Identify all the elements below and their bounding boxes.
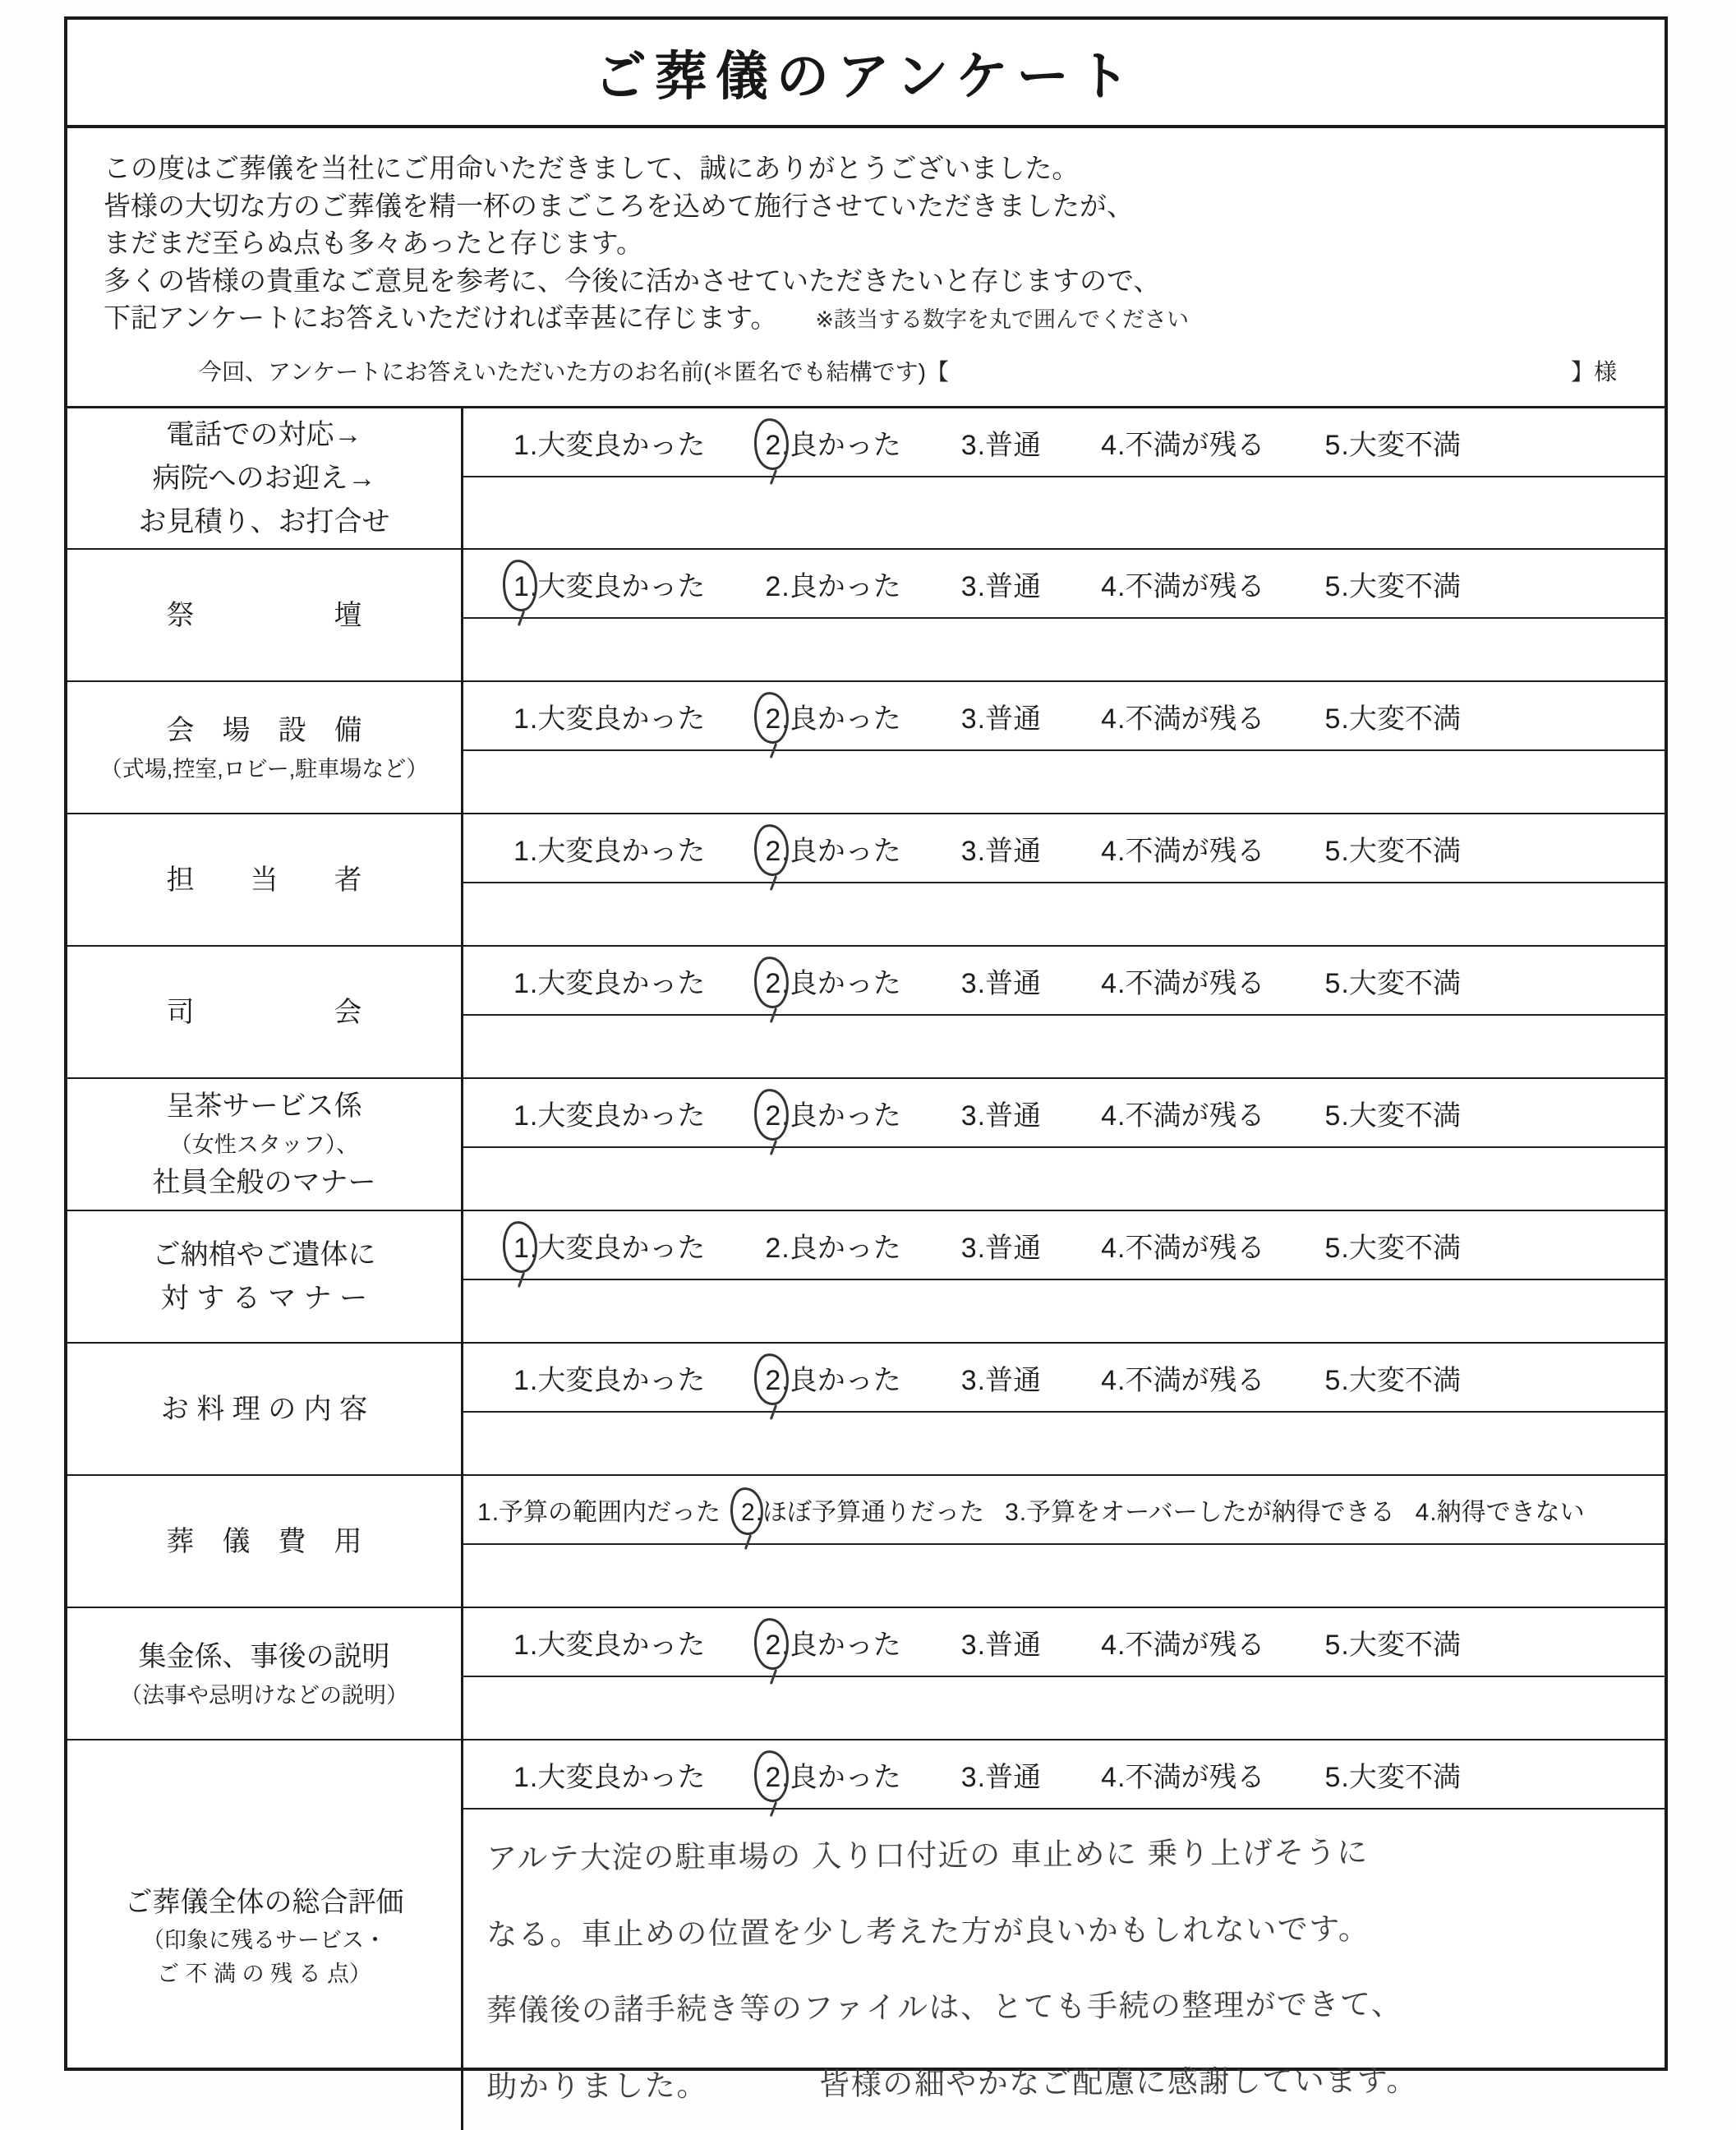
survey-row bbox=[67, 548, 1665, 680]
rating-option[interactable] bbox=[513, 564, 705, 604]
category-label-line: 対 す る マ ナ ー bbox=[160, 1282, 368, 1314]
rating-options bbox=[463, 947, 1665, 1016]
comment-area[interactable] bbox=[463, 1280, 1665, 1342]
answer-cell bbox=[463, 814, 1665, 945]
category-label-line: ご葬儀全体の総合評価 bbox=[124, 1886, 404, 1918]
option-label: .大変良かった bbox=[529, 703, 706, 735]
rating-option[interactable] bbox=[1100, 1358, 1264, 1398]
option-number: 3 bbox=[960, 1232, 977, 1264]
category-label-line: （女性スタッフ）、 bbox=[169, 1132, 359, 1157]
answer-cell bbox=[463, 1344, 1665, 1474]
option-label: .大変良かった bbox=[529, 1100, 706, 1132]
option-label: .大変不満 bbox=[1341, 1364, 1461, 1396]
option-label: .良かった bbox=[781, 967, 901, 999]
option-number: 3 bbox=[960, 967, 977, 999]
category-label-line: 呈茶サービス係 bbox=[166, 1090, 362, 1122]
option-label: .大変不満 bbox=[1341, 1100, 1461, 1132]
category-cell bbox=[67, 682, 463, 813]
option-number: 5 bbox=[1324, 429, 1341, 461]
option-number: 5 bbox=[1324, 1629, 1341, 1661]
option-number: 4 bbox=[1101, 1232, 1117, 1264]
option-label: .大変良かった bbox=[529, 1629, 706, 1661]
rating-option[interactable] bbox=[764, 696, 900, 736]
option-number: 5 bbox=[1324, 835, 1341, 867]
comment-area[interactable] bbox=[463, 883, 1665, 945]
rating-option[interactable] bbox=[513, 1754, 705, 1795]
rating-options bbox=[463, 682, 1665, 751]
category-label-line: （式場,控室,ロビー,駐車場など） bbox=[99, 756, 429, 781]
category-label-line: 司 会 bbox=[166, 996, 362, 1028]
option-number: 1 bbox=[477, 1499, 491, 1527]
rating-options bbox=[463, 1608, 1665, 1677]
rating-option[interactable] bbox=[1100, 961, 1264, 1001]
option-number: 1 bbox=[513, 703, 529, 735]
option-label: .不満が残る bbox=[1117, 1232, 1265, 1264]
rating-option[interactable] bbox=[513, 422, 705, 463]
rating-options bbox=[463, 814, 1665, 883]
option-number: 1 bbox=[513, 1100, 529, 1132]
rating-option[interactable] bbox=[513, 961, 705, 1001]
category-label-line: 葬 儀 費 用 bbox=[166, 1525, 362, 1557]
category-cell bbox=[67, 814, 463, 945]
rating-option[interactable] bbox=[513, 1225, 705, 1266]
rating-option[interactable] bbox=[1100, 828, 1264, 869]
rating-option[interactable] bbox=[1100, 422, 1264, 463]
survey-row bbox=[67, 1739, 1665, 2130]
rating-options bbox=[463, 1476, 1665, 1545]
option-number: 5 bbox=[1324, 1232, 1341, 1264]
option-label: .普通 bbox=[977, 570, 1042, 602]
option-label: .普通 bbox=[977, 1364, 1042, 1396]
option-label: .大変良かった bbox=[529, 1232, 706, 1264]
option-number: 5 bbox=[1324, 1761, 1341, 1793]
selected-option-circle: 2 bbox=[765, 1629, 781, 1661]
rating-options bbox=[463, 1344, 1665, 1413]
option-number: 5 bbox=[1324, 1364, 1341, 1396]
answer-cell bbox=[463, 682, 1665, 813]
rating-option[interactable] bbox=[1324, 696, 1461, 736]
rating-option[interactable] bbox=[960, 1754, 1041, 1795]
rating-option[interactable] bbox=[1100, 1754, 1264, 1795]
category-label-line: 病院へのお迎え→ bbox=[152, 462, 376, 494]
category-cell bbox=[67, 1608, 463, 1739]
rating-option[interactable] bbox=[960, 961, 1041, 1001]
rating-option[interactable] bbox=[1100, 696, 1264, 736]
rating-option[interactable] bbox=[764, 828, 900, 869]
selected-option-circle: 2 bbox=[765, 835, 781, 867]
option-label: .良かった bbox=[781, 1232, 901, 1264]
rating-option[interactable] bbox=[764, 1225, 900, 1266]
rating-option[interactable] bbox=[960, 1358, 1041, 1398]
option-label: .不満が残る bbox=[1117, 570, 1265, 602]
option-label: .大変不満 bbox=[1341, 429, 1461, 461]
survey-row bbox=[67, 1342, 1665, 1474]
comment-area[interactable] bbox=[463, 1545, 1665, 1607]
category-label-line: ご 不 満 の 残 る 点） bbox=[156, 1961, 371, 1986]
category-cell bbox=[67, 1476, 463, 1607]
rating-option[interactable] bbox=[1324, 422, 1461, 463]
category-cell bbox=[67, 947, 463, 1077]
intro-line: この度はご葬儀を当社にご用命いただきまして、誠にありがとうございました。 bbox=[104, 153, 1080, 183]
rating-option[interactable] bbox=[764, 1754, 900, 1795]
rating-option[interactable] bbox=[513, 1093, 705, 1133]
option-label: .不満が残る bbox=[1117, 835, 1265, 867]
category-cell bbox=[67, 1079, 463, 1210]
category-label-line: 担 当 者 bbox=[166, 864, 362, 896]
option-number: 5 bbox=[1324, 1100, 1341, 1132]
option-label: .不満が残る bbox=[1117, 967, 1265, 999]
rating-option[interactable] bbox=[1100, 1225, 1264, 1266]
rating-option[interactable] bbox=[1324, 564, 1461, 604]
option-label: .不満が残る bbox=[1117, 703, 1265, 735]
rating-option[interactable] bbox=[764, 1622, 900, 1662]
rating-option[interactable] bbox=[764, 961, 900, 1001]
rating-option[interactable] bbox=[960, 1622, 1041, 1662]
rating-option[interactable] bbox=[1324, 961, 1461, 1001]
answer-cell bbox=[463, 408, 1665, 548]
survey-row bbox=[67, 1077, 1665, 1210]
category-label-line: ご納棺やご遺体に bbox=[152, 1239, 376, 1271]
handwritten-comment-line: アルテ大淀の駐車場の 入り口付近の 車止めに 乗り上げそうに bbox=[486, 1835, 1369, 1876]
option-number: 1 bbox=[513, 1364, 529, 1396]
rating-option[interactable] bbox=[960, 828, 1041, 869]
option-label: .大変不満 bbox=[1341, 1761, 1461, 1793]
answer-cell bbox=[463, 550, 1665, 680]
option-label: .大変良かった bbox=[529, 835, 706, 867]
category-label-line: 社員全般のマナー bbox=[152, 1167, 376, 1199]
respondent-name-line bbox=[199, 357, 1617, 389]
option-label: .普通 bbox=[977, 1232, 1042, 1264]
option-label: .大変不満 bbox=[1341, 1629, 1461, 1661]
intro-line: 多くの皆様の貴重なご意見を参考に、今後に活かさせていただきたいと存じますので、 bbox=[104, 265, 1161, 296]
rating-options bbox=[463, 1740, 1665, 1810]
rating-option[interactable] bbox=[1324, 1622, 1461, 1662]
rating-option[interactable] bbox=[1324, 1358, 1461, 1398]
option-label: .大変不満 bbox=[1341, 967, 1461, 999]
selected-option-circle: 2 bbox=[765, 967, 781, 999]
comment-area[interactable] bbox=[463, 1148, 1665, 1210]
selected-option-circle: 2 bbox=[765, 1761, 781, 1793]
option-label: .良かった bbox=[781, 1100, 901, 1132]
survey-row bbox=[67, 1607, 1665, 1739]
option-number: 4 bbox=[1101, 1364, 1117, 1396]
rating-option[interactable] bbox=[1100, 564, 1264, 604]
option-number: 3 bbox=[960, 570, 977, 602]
answer-cell bbox=[463, 1740, 1665, 2130]
option-label: .良かった bbox=[781, 1629, 901, 1661]
option-number: 1 bbox=[513, 835, 529, 867]
rating-options bbox=[463, 1211, 1665, 1280]
survey-table bbox=[67, 406, 1665, 2130]
selected-option-circle: 1 bbox=[513, 570, 529, 602]
rating-option[interactable] bbox=[513, 828, 705, 869]
rating-option[interactable] bbox=[960, 422, 1041, 463]
comment-area[interactable] bbox=[463, 751, 1665, 813]
option-label: .良かった bbox=[781, 1364, 901, 1396]
option-number: 5 bbox=[1324, 967, 1341, 999]
survey-row bbox=[67, 813, 1665, 945]
option-label: .普通 bbox=[977, 1761, 1042, 1793]
category-label-line: （法事や忌明けなどの説明） bbox=[120, 1682, 408, 1708]
rating-option[interactable] bbox=[513, 1358, 705, 1398]
answer-cell bbox=[463, 947, 1665, 1077]
intro-line: 皆様の大切な方のご葬儀を精一杯のまごころを込めて施行させていただきましたが、 bbox=[104, 190, 1134, 221]
option-number: 4 bbox=[1101, 1761, 1117, 1793]
option-number: 4 bbox=[1101, 570, 1117, 602]
option-number: 4 bbox=[1101, 429, 1117, 461]
option-label: .不満が残る bbox=[1117, 1364, 1265, 1396]
option-label: .良かった bbox=[781, 1761, 901, 1793]
option-label: .大変良かった bbox=[529, 1364, 706, 1396]
rating-option[interactable] bbox=[1100, 1093, 1264, 1133]
option-label: .大変不満 bbox=[1341, 703, 1461, 735]
option-label: .大変良かった bbox=[529, 570, 706, 602]
rating-option[interactable] bbox=[477, 1491, 721, 1528]
option-label: .不満が残る bbox=[1117, 1629, 1265, 1661]
option-number: 4 bbox=[1415, 1499, 1430, 1527]
rating-options bbox=[463, 1079, 1665, 1148]
name-prompt: 今回、アンケートにお答えいただいた方のお名前(＊匿名でも結構です)【 bbox=[199, 358, 949, 385]
category-cell bbox=[67, 550, 463, 680]
survey-sheet bbox=[64, 16, 1668, 2104]
option-label: .大変不満 bbox=[1341, 570, 1461, 602]
rating-option[interactable] bbox=[1324, 1093, 1461, 1133]
option-label: .ほぼ予算通りだった bbox=[755, 1499, 985, 1527]
answer-cell bbox=[463, 1211, 1665, 1342]
option-label: .不満が残る bbox=[1117, 429, 1265, 461]
selected-option-circle: 2 bbox=[765, 1100, 781, 1132]
intro-line: まだまだ至らぬ点も多々あったと存じます。 bbox=[104, 228, 644, 259]
option-number: 3 bbox=[960, 835, 977, 867]
rating-option[interactable] bbox=[1100, 1622, 1264, 1662]
category-cell bbox=[67, 408, 463, 548]
category-label-line: お 料 理 の 内 容 bbox=[160, 1393, 368, 1425]
option-number: 4 bbox=[1101, 835, 1117, 867]
option-label: .普通 bbox=[977, 429, 1042, 461]
rating-option[interactable] bbox=[1004, 1491, 1395, 1528]
answer-cell bbox=[463, 1476, 1665, 1607]
rating-option[interactable] bbox=[1324, 1225, 1461, 1266]
option-label: .普通 bbox=[977, 703, 1042, 735]
option-label: .良かった bbox=[781, 570, 901, 602]
selected-option-circle: 2 bbox=[765, 1364, 781, 1396]
option-number: 4 bbox=[1101, 1629, 1117, 1661]
option-number: 3 bbox=[960, 1364, 977, 1396]
option-label: .予算をオーバーしたが納得できる bbox=[1019, 1499, 1395, 1527]
option-label: .普通 bbox=[977, 1629, 1042, 1661]
option-number: 1 bbox=[513, 1761, 529, 1793]
rating-option[interactable] bbox=[513, 1622, 705, 1662]
option-label: .納得できない bbox=[1430, 1499, 1585, 1527]
category-cell bbox=[67, 1344, 463, 1474]
option-label: .普通 bbox=[977, 1100, 1042, 1132]
option-number: 3 bbox=[960, 429, 977, 461]
name-close-bracket: 】様 bbox=[1570, 358, 1617, 385]
option-label: .大変良かった bbox=[529, 1761, 706, 1793]
category-label-line: 電話での対応→ bbox=[166, 419, 362, 451]
rating-option[interactable] bbox=[764, 564, 900, 604]
intro-line: 下記アンケートにお答えいただければ幸甚に存じます。 bbox=[104, 302, 778, 334]
option-number: 3 bbox=[1005, 1499, 1019, 1527]
comment-area[interactable] bbox=[463, 1016, 1665, 1077]
option-number: 1 bbox=[513, 429, 529, 461]
option-label: .良かった bbox=[781, 429, 901, 461]
rating-option[interactable] bbox=[960, 696, 1041, 736]
option-number: 2 bbox=[765, 1232, 781, 1264]
rating-option[interactable] bbox=[1324, 1754, 1461, 1795]
option-number: 1 bbox=[513, 967, 529, 999]
comment-area[interactable] bbox=[463, 1413, 1665, 1474]
handwritten-comment-line: なる。車止めの位置を少し考えた方が良いかもしれないです。 bbox=[486, 1911, 1370, 1952]
option-number: 1 bbox=[513, 1629, 529, 1661]
rating-option[interactable] bbox=[960, 1093, 1041, 1133]
selected-option-circle: 2 bbox=[741, 1499, 755, 1527]
option-label: .大変不満 bbox=[1341, 1232, 1461, 1264]
option-label: .大変不満 bbox=[1341, 835, 1461, 867]
survey-row bbox=[67, 1474, 1665, 1607]
option-number: 4 bbox=[1101, 1100, 1117, 1132]
handwritten-comment-line: 葬儀後の諸手続き等のファイルは、とても手続の整理ができて、 bbox=[486, 1987, 1403, 2028]
selected-option-circle: 2 bbox=[765, 703, 781, 735]
survey-row bbox=[67, 945, 1665, 1077]
option-label: .予算の範囲内だった bbox=[491, 1499, 721, 1527]
option-number: 5 bbox=[1324, 703, 1341, 735]
option-number: 5 bbox=[1324, 570, 1341, 602]
option-label: .普通 bbox=[977, 967, 1042, 999]
rating-options bbox=[463, 550, 1665, 619]
rating-option[interactable] bbox=[740, 1491, 984, 1528]
comment-area[interactable] bbox=[463, 619, 1665, 680]
answer-cell bbox=[463, 1608, 1665, 1739]
intro-section bbox=[67, 128, 1665, 406]
rating-option[interactable] bbox=[960, 1225, 1041, 1266]
option-number: 2 bbox=[765, 570, 781, 602]
rating-option[interactable] bbox=[960, 564, 1041, 604]
comment-area[interactable] bbox=[463, 477, 1665, 548]
category-cell bbox=[67, 1211, 463, 1342]
rating-option[interactable] bbox=[1415, 1491, 1585, 1528]
category-label-line: 祭 壇 bbox=[166, 599, 362, 631]
category-label-line: （印象に残るサービス・ bbox=[142, 1928, 386, 1953]
rating-option[interactable] bbox=[513, 696, 705, 736]
option-number: 4 bbox=[1101, 703, 1117, 735]
option-label: .普通 bbox=[977, 835, 1042, 867]
option-number: 4 bbox=[1101, 967, 1117, 999]
rating-options bbox=[463, 408, 1665, 477]
option-label: .大変良かった bbox=[529, 429, 706, 461]
option-number: 3 bbox=[960, 1629, 977, 1661]
rating-option[interactable] bbox=[764, 1093, 900, 1133]
option-number: 3 bbox=[960, 1761, 977, 1793]
category-label-line: お見積り、お打合せ bbox=[138, 505, 390, 537]
option-label: .大変良かった bbox=[529, 967, 706, 999]
rating-option[interactable] bbox=[764, 422, 900, 463]
category-cell bbox=[67, 1740, 463, 2130]
option-label: .不満が残る bbox=[1117, 1761, 1265, 1793]
selected-option-circle: 1 bbox=[513, 1232, 529, 1264]
option-label: .不満が残る bbox=[1117, 1100, 1265, 1132]
instruction-note: ※該当する数字を丸で囲んでください bbox=[815, 307, 1190, 333]
handwritten-comment-line: 助かりました。 皆様の細やかなご配慮に感謝しています。 bbox=[486, 2063, 1418, 2104]
selected-option-circle: 2 bbox=[765, 429, 781, 461]
option-number: 3 bbox=[960, 703, 977, 735]
option-label: .良かった bbox=[781, 703, 901, 735]
page-title: ご葬儀のアンケート bbox=[67, 20, 1665, 128]
category-label-line: 会 場 設 備 bbox=[166, 715, 362, 747]
answer-cell bbox=[463, 1079, 1665, 1210]
rating-option[interactable] bbox=[764, 1358, 900, 1398]
comment-area[interactable] bbox=[463, 1810, 1665, 2130]
rating-option[interactable] bbox=[1324, 828, 1461, 869]
survey-row bbox=[67, 408, 1665, 548]
comment-area[interactable] bbox=[463, 1677, 1665, 1739]
category-label-line: 集金係、事後の説明 bbox=[138, 1641, 390, 1673]
survey-row bbox=[67, 1210, 1665, 1342]
survey-row bbox=[67, 680, 1665, 813]
option-label: .良かった bbox=[781, 835, 901, 867]
option-number: 3 bbox=[960, 1100, 977, 1132]
